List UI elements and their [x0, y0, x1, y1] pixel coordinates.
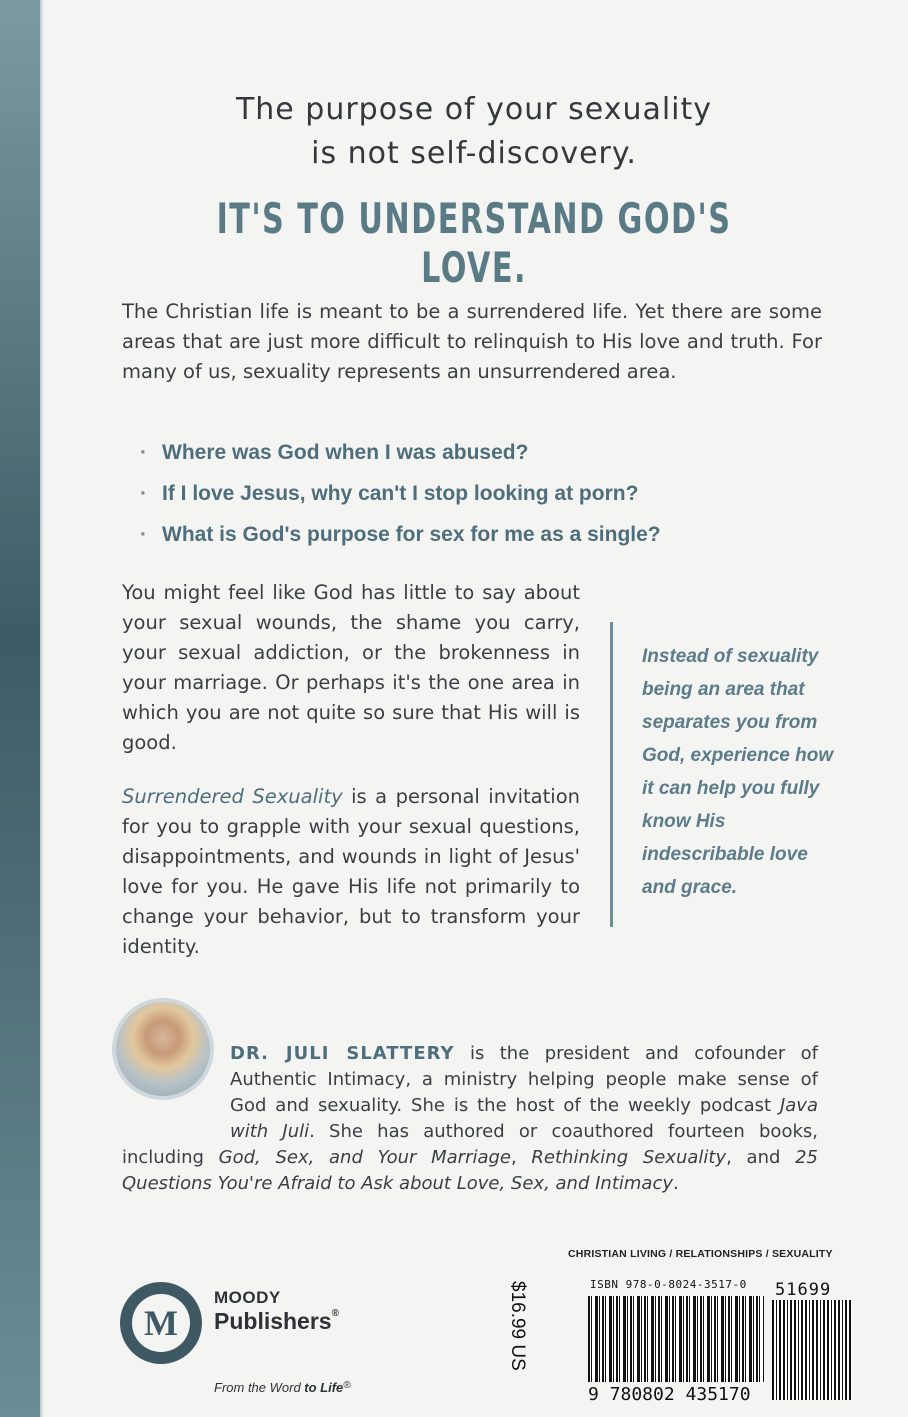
barcode-number: 9 780802 435170 [585, 1384, 754, 1405]
registered-mark: ® [331, 1308, 339, 1319]
supplement-number: 51699 [775, 1280, 832, 1300]
bio-photo-spacer [122, 1041, 230, 1123]
body-paragraph-2-text: is a personal invitation for you to grapple with your sexual questions, disappointments, and wounds in light of Jesus' love for you. He gave His life not primarily to change your behavior, but to transform your identity. [122, 785, 580, 958]
publisher-name-line-1: MOODY [214, 1288, 281, 1307]
tagline-emphasis: to Life [304, 1380, 344, 1395]
spine-edge [40, 0, 44, 1417]
pullquote-rule [610, 622, 613, 927]
question-item [140, 432, 820, 473]
question-text: What is God's purpose for sex for me as a single? [162, 523, 661, 546]
bio-text: , and [726, 1147, 796, 1168]
bullet-icon: · [140, 523, 147, 546]
question-item [140, 514, 820, 555]
pullquote: Instead of sexuality being an area that separates you from God, experience how it can help you fully know His indescribable love and grace. [642, 646, 834, 898]
podcast-title: Java with Juli [230, 1095, 818, 1142]
category-label: CHRISTIAN LIVING / RELATIONSHIPS / SEXUALITY [568, 1248, 833, 1260]
question-text: Where was God when I was abused? [162, 441, 529, 464]
supplement-barcode [772, 1300, 852, 1400]
registered-mark: ® [343, 1380, 351, 1391]
headline-line-1: The purpose of your sexuality [235, 92, 713, 127]
question-list [140, 432, 820, 555]
question-item [140, 473, 820, 514]
publisher-tagline [214, 1380, 351, 1395]
book-title: 25 Questions You're Afraid to Ask about Love, Sex, and Intimacy [122, 1147, 819, 1194]
body-paragraph-2 [122, 782, 580, 962]
bio-text: . [673, 1173, 679, 1194]
question-text: If I love Jesus, why can't I stop looking at porn? [162, 482, 639, 505]
book-title: Rethinking Sexuality [531, 1147, 727, 1168]
bio-text: . She has authored or coauthored fourteen books, including [122, 1121, 818, 1168]
bio-text: is the president and cofounder of Authentic Intimacy, a ministry helping people make sense of God and sexuality. She is the host of the weekly podcast [230, 1043, 818, 1116]
bullet-icon: · [140, 441, 147, 464]
body-paragraph-1: You might feel like God has little to say about your sexual wounds, the shame you carry, your sexual addiction, or the brokenness in your marriage. Or perhaps it's the one area in which you are not quite so sure that His will is good. [122, 581, 580, 754]
book-title: Surrendered Sexuality [122, 785, 343, 808]
spine-gradient [0, 0, 40, 1417]
headline-emphasis: IT'S TO UNDERSTAND GOD'S LOVE. [216, 194, 732, 292]
author-bio [122, 1041, 818, 1197]
tagline-text: From the Word [214, 1380, 305, 1395]
publisher-name-text: Publishers [214, 1308, 332, 1334]
price-label: $16.99 US [507, 1281, 528, 1371]
logo-inner-ring [132, 1294, 190, 1352]
headline-intro [60, 88, 888, 176]
isbn-label: ISBN 978-0-8024-3517-0 [590, 1278, 747, 1291]
book-title: God, Sex, and Your Marriage [218, 1147, 511, 1168]
publisher-name-line-2 [214, 1308, 339, 1335]
intro-paragraph: The Christian life is meant to be a surrendered life. Yet there are some areas that are just more difficult to relinquish to His love and truth. For many of us, sexuality represents an unsurrendered area. [122, 300, 822, 383]
logo-letter: M [144, 1303, 178, 1343]
headline-line-2: is not self-discovery. [311, 136, 637, 171]
bullet-icon: · [140, 482, 147, 505]
publisher-logo [120, 1282, 202, 1364]
author-name: DR. JULI SLATTERY [230, 1043, 455, 1064]
bio-text: , [511, 1147, 532, 1168]
barcode [588, 1296, 764, 1382]
